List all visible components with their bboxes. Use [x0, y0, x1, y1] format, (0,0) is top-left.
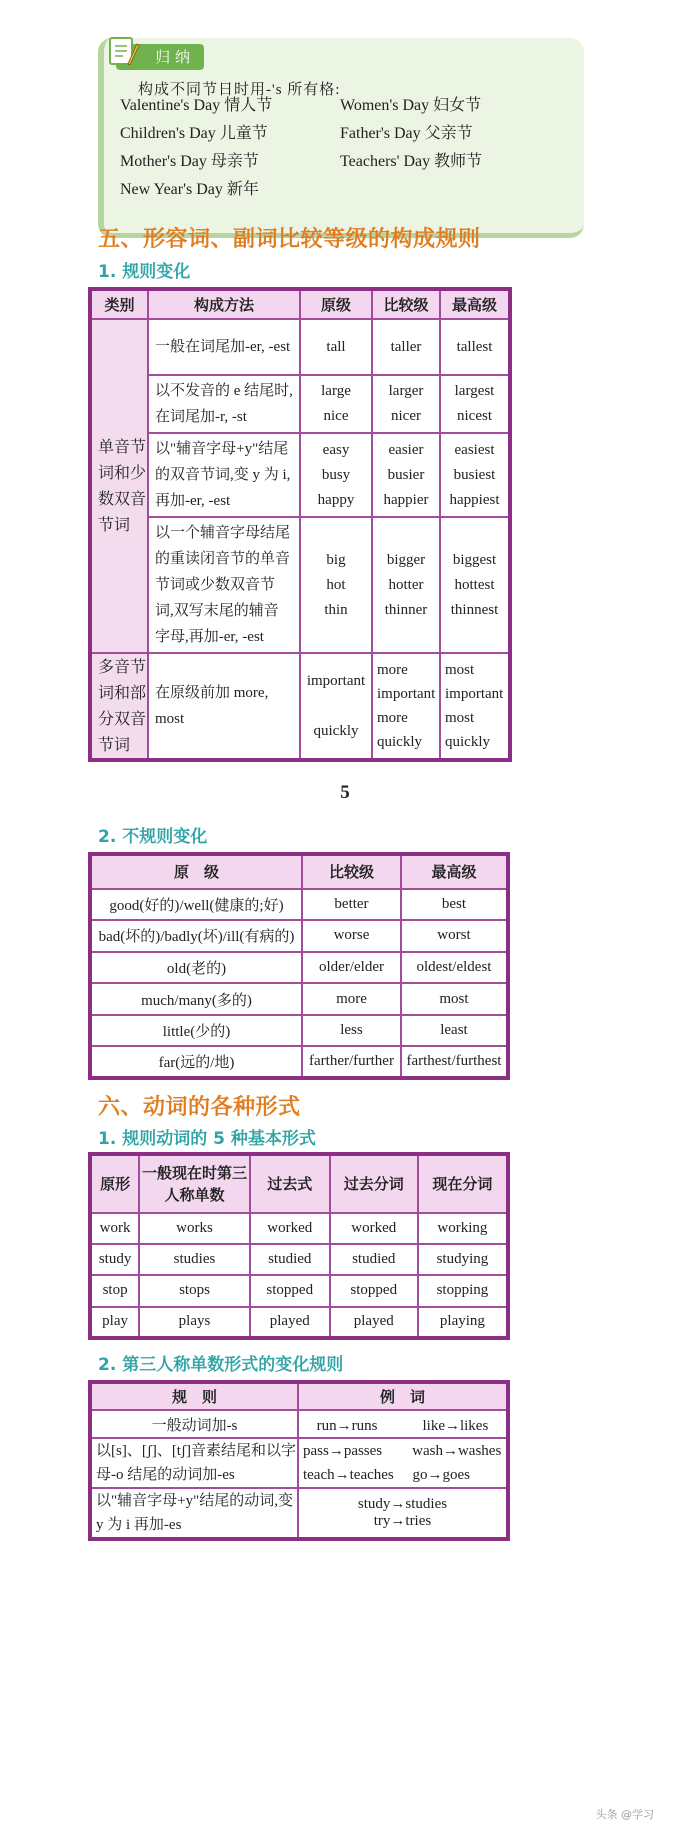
method-cell: 以一个辅音字母结尾的重读闭音节的单音节词或少数双音节词,双写末尾的辅音字母,再加-er, -est [148, 517, 300, 653]
present-participle-cell: stopping [418, 1275, 508, 1306]
present-participle-cell: working [418, 1213, 508, 1244]
base-form-cell: play [90, 1307, 139, 1338]
past-participle-cell: played [330, 1307, 418, 1338]
method-cell: 以不发音的 e 结尾时,在词尾加-r, -st [148, 375, 300, 433]
table-header: 过去分词 [330, 1154, 418, 1213]
section-title-adjectives: 五、形容词、副词比较等级的构成规则 [98, 227, 481, 252]
table-header: 过去式 [250, 1154, 330, 1213]
example-cell: run→runs like→likes [298, 1410, 508, 1438]
base-cell: bad(坏的)/badly(坏)/ill(有病的) [90, 920, 302, 952]
base-cell: big hot thin [300, 517, 372, 653]
comparative-cell: worse [302, 920, 401, 952]
superlative-cell: most [401, 983, 508, 1015]
third-person-cell: works [139, 1213, 250, 1244]
table-header: 比较级 [372, 289, 440, 319]
table-row [90, 1046, 508, 1078]
table-header: 现在分词 [418, 1154, 508, 1213]
summary-item: Mother's Day 母亲节 [120, 153, 259, 170]
subheading-verb-forms: 1. 规则动词的 5 种基本形式 [98, 1129, 316, 1149]
table-row [90, 1015, 508, 1047]
table-row [90, 1307, 508, 1338]
table-header: 类别 [90, 289, 148, 319]
summary-item: Father's Day 父亲节 [340, 125, 473, 142]
table-body [90, 1213, 508, 1338]
table-row [90, 889, 508, 921]
category-cell: 单音节词和少数双音节词 [90, 319, 148, 653]
base-cell: good(好的)/well(健康的;好) [90, 889, 302, 921]
summary-item: New Year's Day 新年 [120, 181, 259, 198]
past-tense-cell: played [250, 1307, 330, 1338]
table-header: 例 词 [298, 1382, 508, 1410]
rule-cell: 一般动词加-s [90, 1410, 298, 1438]
past-participle-cell: studied [330, 1244, 418, 1275]
past-tense-cell: studied [250, 1244, 330, 1275]
table-irregular-comparison [88, 852, 510, 1080]
table-header: 原 级 [90, 854, 302, 889]
summary-item: Teachers' Day 教师节 [340, 153, 483, 170]
method-cell: 以"辅音字母+y"结尾的双音节词,变 y 为 i,再加-er, -est [148, 433, 300, 517]
comparative-cell: more important more quickly [372, 653, 440, 760]
comparative-cell: less [302, 1015, 401, 1047]
summary-intro: 构成不同节日时用-'s 所有格: [138, 82, 341, 98]
summary-item: Women's Day 妇女节 [340, 97, 482, 114]
table-row [90, 1244, 508, 1275]
superlative-cell: least [401, 1015, 508, 1047]
third-person-cell: stops [139, 1275, 250, 1306]
base-cell: large nice [300, 375, 372, 433]
past-tense-cell: worked [250, 1213, 330, 1244]
comparative-cell: farther/further [302, 1046, 401, 1078]
comparative-cell: older/elder [302, 952, 401, 984]
summary-box [98, 38, 584, 238]
summary-item: Children's Day 儿童节 [120, 125, 268, 142]
table-row [90, 1275, 508, 1306]
present-participle-cell: studying [418, 1244, 508, 1275]
table-header: 规 则 [90, 1382, 298, 1410]
table-header: 比较级 [302, 854, 401, 889]
table-third-person-rules [88, 1380, 510, 1541]
table-row [90, 983, 508, 1015]
example-cell: study→studies try→tries [298, 1488, 508, 1539]
table-header: 原级 [300, 289, 372, 319]
table-body [90, 889, 508, 1078]
comparative-cell: easier busier happier [372, 433, 440, 517]
past-tense-cell: stopped [250, 1275, 330, 1306]
base-form-cell: work [90, 1213, 139, 1244]
page-number: 5 [340, 782, 350, 803]
base-cell: important quickly [300, 653, 372, 760]
base-cell: far(远的/地) [90, 1046, 302, 1078]
subheading-third-person: 2. 第三人称单数形式的变化规则 [98, 1355, 344, 1375]
method-cell: 在原级前加 more, most [148, 653, 300, 760]
subheading-irregular: 2. 不规则变化 [98, 827, 208, 847]
superlative-cell: easiest busiest happiest [440, 433, 510, 517]
superlative-cell: most important most quickly [440, 653, 510, 760]
comparative-cell: more [302, 983, 401, 1015]
base-cell: little(少的) [90, 1015, 302, 1047]
past-participle-cell: worked [330, 1213, 418, 1244]
table-verb-forms [88, 1152, 510, 1340]
summary-badge: 归 纳 [116, 44, 204, 70]
table-row [90, 1213, 508, 1244]
base-form-cell: study [90, 1244, 139, 1275]
third-person-cell: studies [139, 1244, 250, 1275]
table-header: 构成方法 [148, 289, 300, 319]
table-header: 最高级 [401, 854, 508, 889]
superlative-cell: largest nicest [440, 375, 510, 433]
table-header: 一般现在时第三人称单数 [139, 1154, 250, 1213]
comparative-cell: taller [372, 319, 440, 375]
base-cell: tall [300, 319, 372, 375]
pencil-icon [106, 34, 140, 70]
table-row [90, 952, 508, 984]
rule-cell: 以[s]、[ʃ]、[tʃ]音素结尾和以字母-o 结尾的动词加-es [90, 1438, 298, 1488]
superlative-cell: biggest hottest thinnest [440, 517, 510, 653]
summary-item: Valentine's Day 情人节 [120, 97, 273, 114]
superlative-cell: worst [401, 920, 508, 952]
method-cell: 一般在词尾加-er, -est [148, 319, 300, 375]
table-header: 最高级 [440, 289, 510, 319]
superlative-cell: tallest [440, 319, 510, 375]
base-cell: old(老的) [90, 952, 302, 984]
base-form-cell: stop [90, 1275, 139, 1306]
table-row [90, 920, 508, 952]
example-cell: pass→passes wash→washes teach→teaches go→goes [298, 1438, 508, 1488]
subheading-regular: 1. 规则变化 [98, 262, 191, 282]
comparative-cell: larger nicer [372, 375, 440, 433]
present-participle-cell: playing [418, 1307, 508, 1338]
rule-cell: 以"辅音字母+y"结尾的动词,变 y 为 i 再加-es [90, 1488, 298, 1539]
footer-watermark: 头条 @学习 [595, 1808, 654, 1821]
base-cell: easy busy happy [300, 433, 372, 517]
superlative-cell: best [401, 889, 508, 921]
section-title-verbs: 六、动词的各种形式 [98, 1095, 301, 1120]
comparative-cell: better [302, 889, 401, 921]
base-cell: much/many(多的) [90, 983, 302, 1015]
category-cell: 多音节词和部分双音节词 [90, 653, 148, 760]
past-participle-cell: stopped [330, 1275, 418, 1306]
table-header: 原形 [90, 1154, 139, 1213]
comparative-cell: bigger hotter thinner [372, 517, 440, 653]
superlative-cell: oldest/eldest [401, 952, 508, 984]
table-regular-comparison [88, 287, 512, 762]
superlative-cell: farthest/furthest [401, 1046, 508, 1078]
third-person-cell: plays [139, 1307, 250, 1338]
